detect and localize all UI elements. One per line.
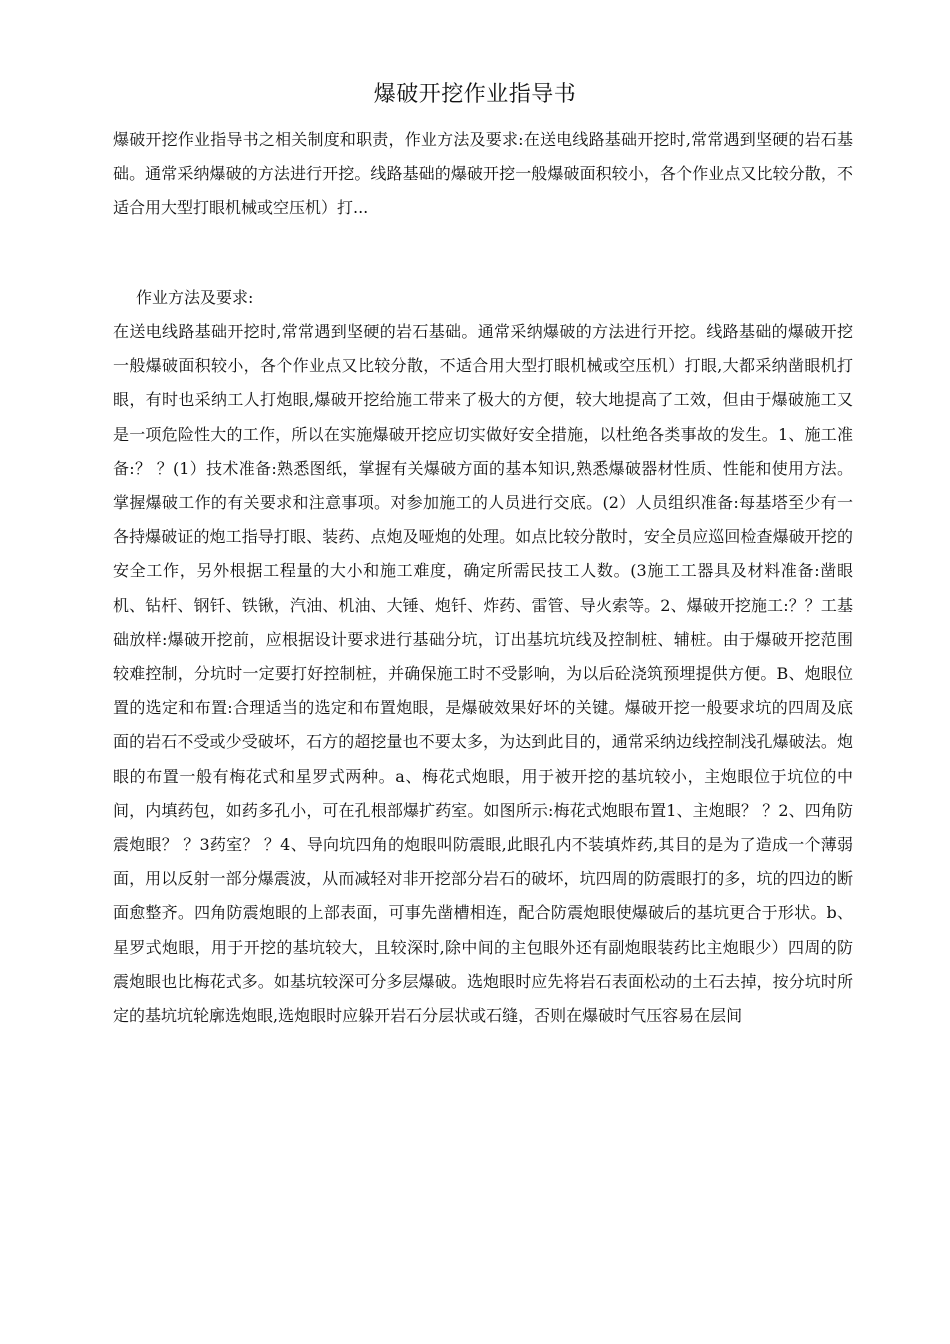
document-summary: 爆破开挖作业指导书之相关制度和职责，作业方法及要求:在送电线路基础开挖时,常常遇到坚硬的岩石基础。通常采纳爆破的方法进行开挖。线路基础的爆破开挖一般爆破面积较小，各个作业点又比较分散，不适合用大型打眼机械或空压机）打...: [113, 130, 853, 218]
section-heading: 作业方法及要求:: [136, 288, 254, 307]
document-body: 在送电线路基础开挖时,常常遇到坚硬的岩石基础。通常采纳爆破的方法进行开挖。线路基础的爆破开挖一般爆破面积较小，各个作业点又比较分散，不适合用大型打眼机械或空压机）打眼,大都采纳凿眼机打眼，有时也采纳工人打炮眼,爆破开挖给施工带来了极大的方便，较大地提高了工效，但由于爆破施工又是一项危险性大的工作，所以在实施爆破开挖应切实做好安全措施，以杜绝各类事故的发生。1、施工准备:？ ？(1）技术准备:熟悉图纸，掌握有关爆破方面的基本知识,熟悉爆破器材性质、性能和使用方法。掌握爆破工作的有关要求和注意事项。对参加施工的人员进行交底。(2）人员组织准备:每基塔至少有一各持爆破证的炮工指导打眼、装药、点炮及哑炮的处理。如点比较分散时，安全员应巡回检查爆破开挖的安全工作，另外根据工程量的大小和施工难度，确定所需民技工人数。(3施工工器具及材料准备:凿眼机、钻杆、钢钎、铁锹，汽油、机油、大锤、炮钎、炸药、雷管、导火索等。2、爆破开挖施工:？？工基础放样:爆破开挖前，应根据设计要求进行基础分坑，订出基坑坑线及控制桩、辅桩。由于爆破开挖范围较难控制，分坑时一定要打好控制桩，并确保施工时不受影响，为以后砼浇筑预埋提供方便。B、炮眼位置的选定和布置:合理适当的选定和布置炮眼，是爆破效果好坏的关键。爆破开挖一般要求坑的四周及底面的岩石不受或少受破坏，石方的超挖量也不要太多，为达到此目的，通常采纳边线控制浅孔爆破法。炮眼的布置一般有梅花式和星罗式两种。a、梅花式炮眼，用于被开挖的基坑较小，主炮眼位于坑位的中间，内填药包，如药多孔小，可在孔根部爆扩药室。如图所示:梅花式炮眼布置1、主炮眼？ ？2、四角防震炮眼？ ？3药室？ ？4、导向坑四角的炮眼叫防震眼,此眼孔内不装填炸药,其目的是为了造成一个薄弱面，用以反射一部分爆震波，从而减轻对非开挖部分岩石的破坏，坑四周的防震眼打的多，坑的四边的断面愈整齐。四角防震炮眼的上部表面，可事先凿槽相连，配合防震炮眼使爆破后的基坑更合于形状。b、星罗式炮眼，用于开挖的基坑较大，且较深时,除中间的主包眼外还有副炮眼装药比主炮眼少）四周的防震炮眼也比梅花式多。如基坑较深可分多层爆破。选炮眼时应先将岩石表面松动的土石去掉，按分坑时所定的基坑坑轮廓选炮眼,选炮眼时应躲开岩石分层状或石缝，否则在爆破时气压容易在层间: [113, 322, 853, 1026]
document-title: 爆破开挖作业指导书: [373, 82, 577, 107]
